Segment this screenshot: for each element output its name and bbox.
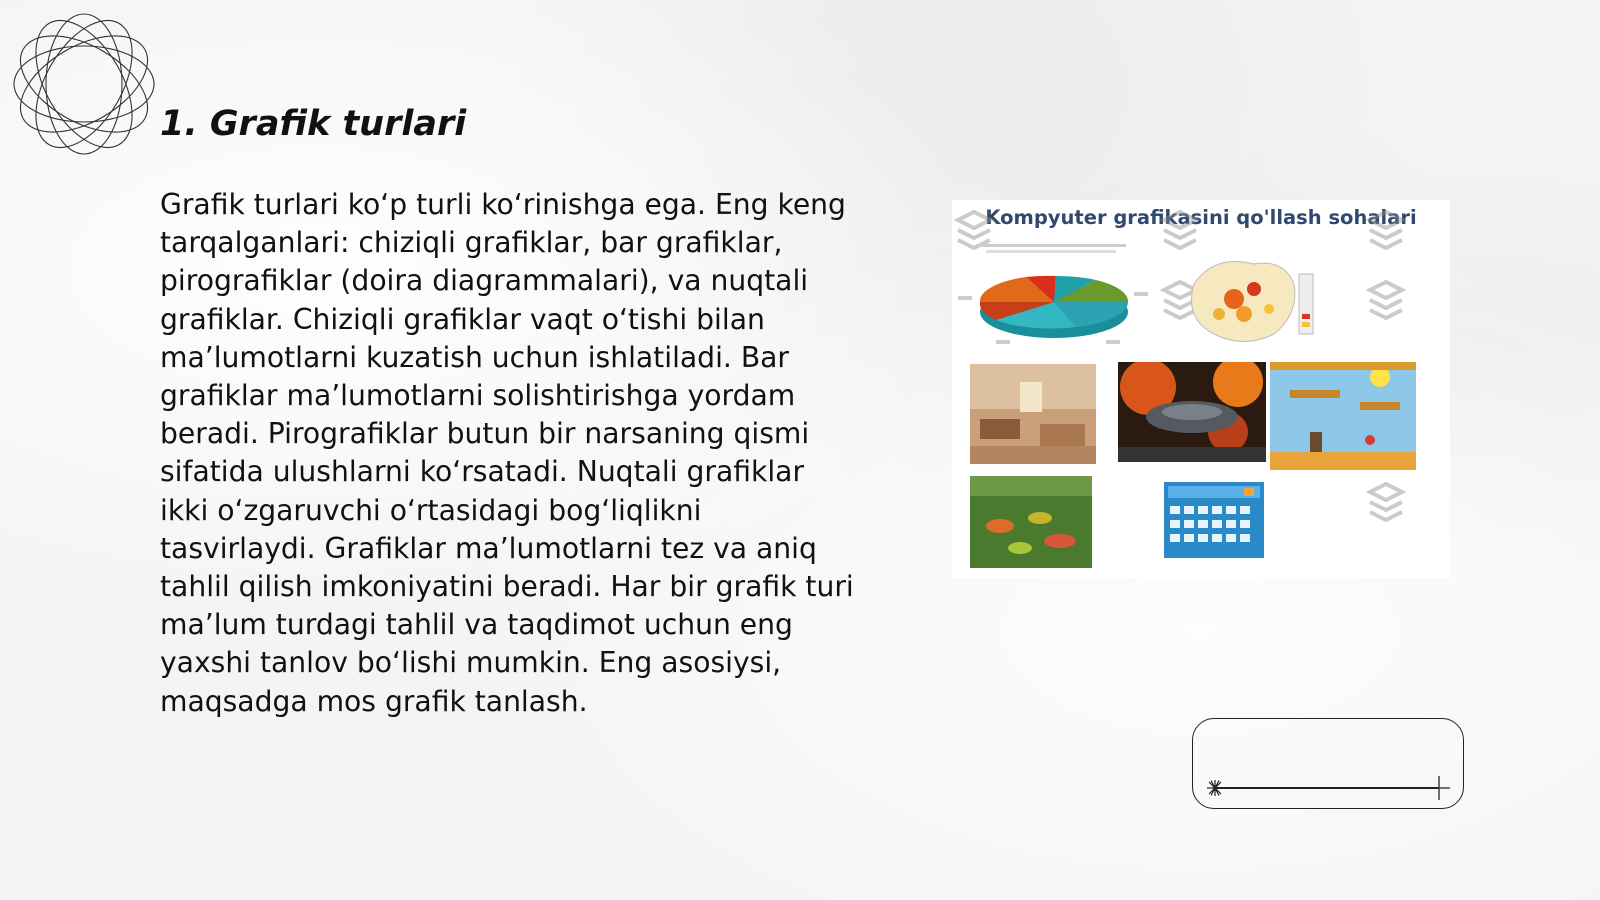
collage-title: Kompyuter grafikasini qo'llash sohalari — [985, 206, 1417, 229]
interior-render-thumbnail — [970, 364, 1096, 464]
cross-star-icon — [1428, 776, 1450, 800]
slide-body-text: Grafik turlari ko‘p turli ko‘rinishga ega. Eng keng tarqalganlari: chiziqli grafiklar, bar grafiklar, pirografiklar (doira diagrammalari), va nuqtali grafiklar. Chiziqli grafiklar vaqt o‘tishi bilan ma’lumotlarni kuzatish uchun ishlatiladi. Bar grafiklar ma’lumotlarni solishtirishga yordam beradi. Pirografiklar butun bir narsaning qismi sifatida ulushlarni ko‘rsatadi. Nuqtali grafiklar ikki o‘zgaruvchi o‘rtasidagi bog‘liqlikni tasvirlaydi. Grafiklar ma’lumotlarni tez va aniq tahlil qilish imkoniyatini beradi. Har bir grafik turi ma’lum turdagi tahlil va taqdimot uchun eng yaxshi tanlov bo‘lishi mumkin. Eng asosiysi, maqsadga mos grafik tanlash. — [160, 188, 854, 718]
decorative-line — [1214, 787, 1438, 789]
3d-game-thumbnail — [1118, 362, 1266, 462]
graphics-applications-image — [952, 200, 1450, 578]
sparkle-icon — [1206, 779, 1224, 797]
pie-chart-thumbnail — [956, 240, 1152, 352]
3d-scene-thumbnail — [970, 476, 1092, 568]
software-ui-thumbnail — [1164, 482, 1264, 558]
slide-title: 1. Grafik turlari — [160, 104, 467, 144]
watermark-stack-icon — [1366, 278, 1406, 324]
2d-game-thumbnail — [1270, 362, 1416, 470]
decorative-frame — [1192, 718, 1464, 809]
map-thumbnail — [1174, 244, 1324, 354]
spirograph-ornament — [10, 10, 158, 158]
watermark-stack-icon — [1366, 480, 1406, 526]
watermark-stack-icon — [1366, 208, 1406, 254]
